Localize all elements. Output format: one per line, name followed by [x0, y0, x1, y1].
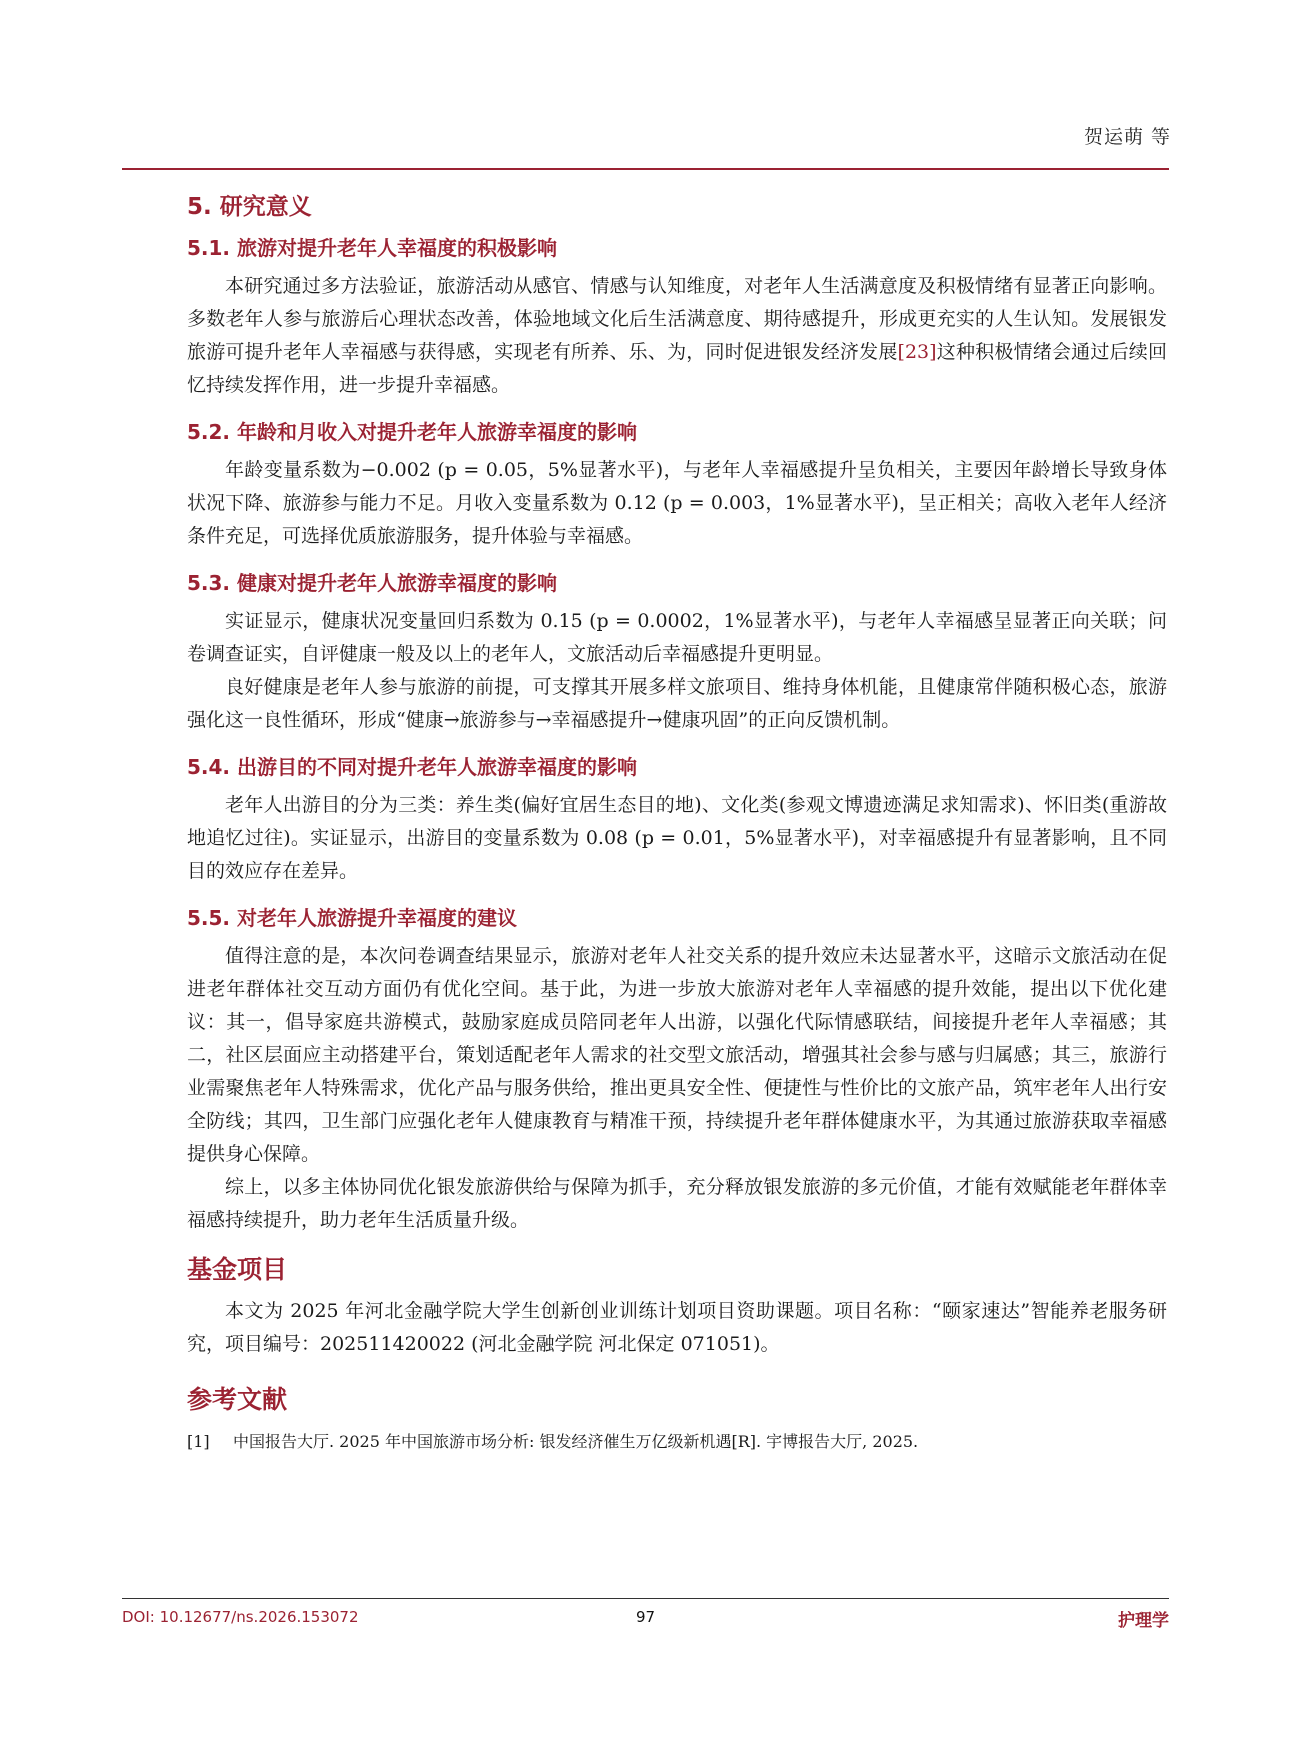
- section-5-1-title: 5.1. 旅游对提升老年人幸福度的积极影响: [187, 236, 557, 260]
- paragraph-text: 这种积极情绪会通过后续回忆持续发挥作用，进一步提升幸福感。: [187, 341, 1167, 396]
- reference-text: 中国报告大厅. 2025 年中国旅游市场分析: 银发经济催生万亿级新机遇[R]. 宇博报告大厅, 2025.: [233, 1432, 919, 1451]
- section-5-3-paragraph-1: 实证显示，健康状况变量回归系数为 0.15 (p = 0.0002，1%显著水平)，与老年人幸福感呈显著正向关联；问卷调查证实，自评健康一般及以上的老年人，文旅活动后幸福感提升更明显。: [187, 610, 1167, 665]
- main-content: [187, 186, 1167, 1455]
- reference-number: [1]: [187, 1432, 210, 1451]
- header-author: 贺运萌 等: [1083, 126, 1171, 148]
- citation-link[interactable]: [23]: [897, 341, 937, 363]
- section-5-title: 5. 研究意义: [187, 194, 312, 220]
- section-5-3-paragraph-2: 良好健康是老年人参与旅游的前提，可支撑其开展多样文旅项目、维持身体机能，且健康常伴随积极心态，旅游强化这一良性循环，形成“健康→旅游参与→幸福感提升→健康巩固”的正向反馈机制。: [187, 676, 1167, 731]
- section-5-5-paragraph-1: 值得注意的是，本次问卷调查结果显示，旅游对老年人社交关系的提升效应未达显著水平，这暗示文旅活动在促进老年群体社交互动方面仍有优化空间。基于此，为进一步放大旅游对老年人幸福感的提升效能，提出以下优化建议：其一，倡导家庭共游模式，鼓励家庭成员陪同老年人出游，以强化代际情感联结，间接提升老年人幸福感；其二，社区层面应主动搭建平台，策划适配老年人需求的社交型文旅活动，增强其社会参与感与归属感；其三，旅游行业需聚焦老年人特殊需求，优化产品与服务供给，推出更具安全性、便捷性与性价比的文旅产品，筑牢老年人出行安全防线；其四，卫生部门应强化老年人健康教育与精准干预，持续提升老年群体健康水平，为其通过旅游获取幸福感提供身心保障。: [187, 945, 1167, 1165]
- section-5-2-paragraph: 年龄变量系数为−0.002 (p = 0.05，5%显著水平)，与老年人幸福感提升呈负相关，主要因年龄增长导致身体状况下降、旅游参与能力不足。月收入变量系数为 0.12 (p = 0.003，1%显著水平)，呈正相关；高收入老年人经济条件充足，可选择优质旅游服务，提升体验与幸福感。: [187, 459, 1167, 547]
- footer-page-number: 97: [635, 1608, 656, 1626]
- fund-title: 基金项目: [187, 1255, 288, 1284]
- section-5-2-title: 5.2. 年龄和月收入对提升老年人旅游幸福度的影响: [187, 420, 637, 444]
- footer-journal-name: 护理学: [1118, 1611, 1169, 1631]
- footer-doi[interactable]: DOI: 10.12677/ns.2026.153072: [122, 1608, 359, 1626]
- paragraph-text: 本研究通过多方法验证，旅游活动从感官、情感与认知维度，对老年人生活满意度及积极情绪有显著正向影响。多数老年人参与旅游后心理状态改善，体验地域文化后生活满意度、期待感提升，形成更充实的人生认知。发展银发旅游可提升老年人幸福感与获得感，实现老有所养、乐、为，同时促进银发经济发展: [187, 275, 1167, 363]
- section-5-5-title: 5.5. 对老年人旅游提升幸福度的建议: [187, 906, 517, 930]
- fund-paragraph: 本文为 2025 年河北金融学院大学生创新创业训练计划项目资助课题。项目名称：“颐家速达”智能养老服务研究，项目编号：202511420022 (河北金融学院 河北保定 071051)。: [187, 1300, 1167, 1355]
- section-5-1-paragraph: [187, 270, 1167, 402]
- section-5-4-paragraph: 老年人出游目的分为三类：养生类(偏好宜居生态目的地)、文化类(参观文博遗迹满足求知需求)、怀旧类(重游故地追忆过往)。实证显示，出游目的变量系数为 0.08 (p = 0.01，5%显著水平)，对幸福感提升有显著影响，且不同目的效应存在差异。: [187, 794, 1167, 882]
- reference-item: [187, 1429, 1167, 1455]
- references-title: 参考文献: [187, 1385, 288, 1414]
- section-5-5-paragraph-2: 综上，以多主体协同优化银发旅游供给与保障为抓手，充分释放银发旅游的多元价值，才能有效赋能老年群体幸福感持续提升，助力老年生活质量升级。: [187, 1176, 1167, 1231]
- section-5-4-title: 5.4. 出游目的不同对提升老年人旅游幸福度的影响: [187, 755, 637, 779]
- header-divider: [122, 168, 1169, 170]
- section-5-3-title: 5.3. 健康对提升老年人旅游幸福度的影响: [187, 571, 557, 595]
- footer-divider: [122, 1598, 1169, 1599]
